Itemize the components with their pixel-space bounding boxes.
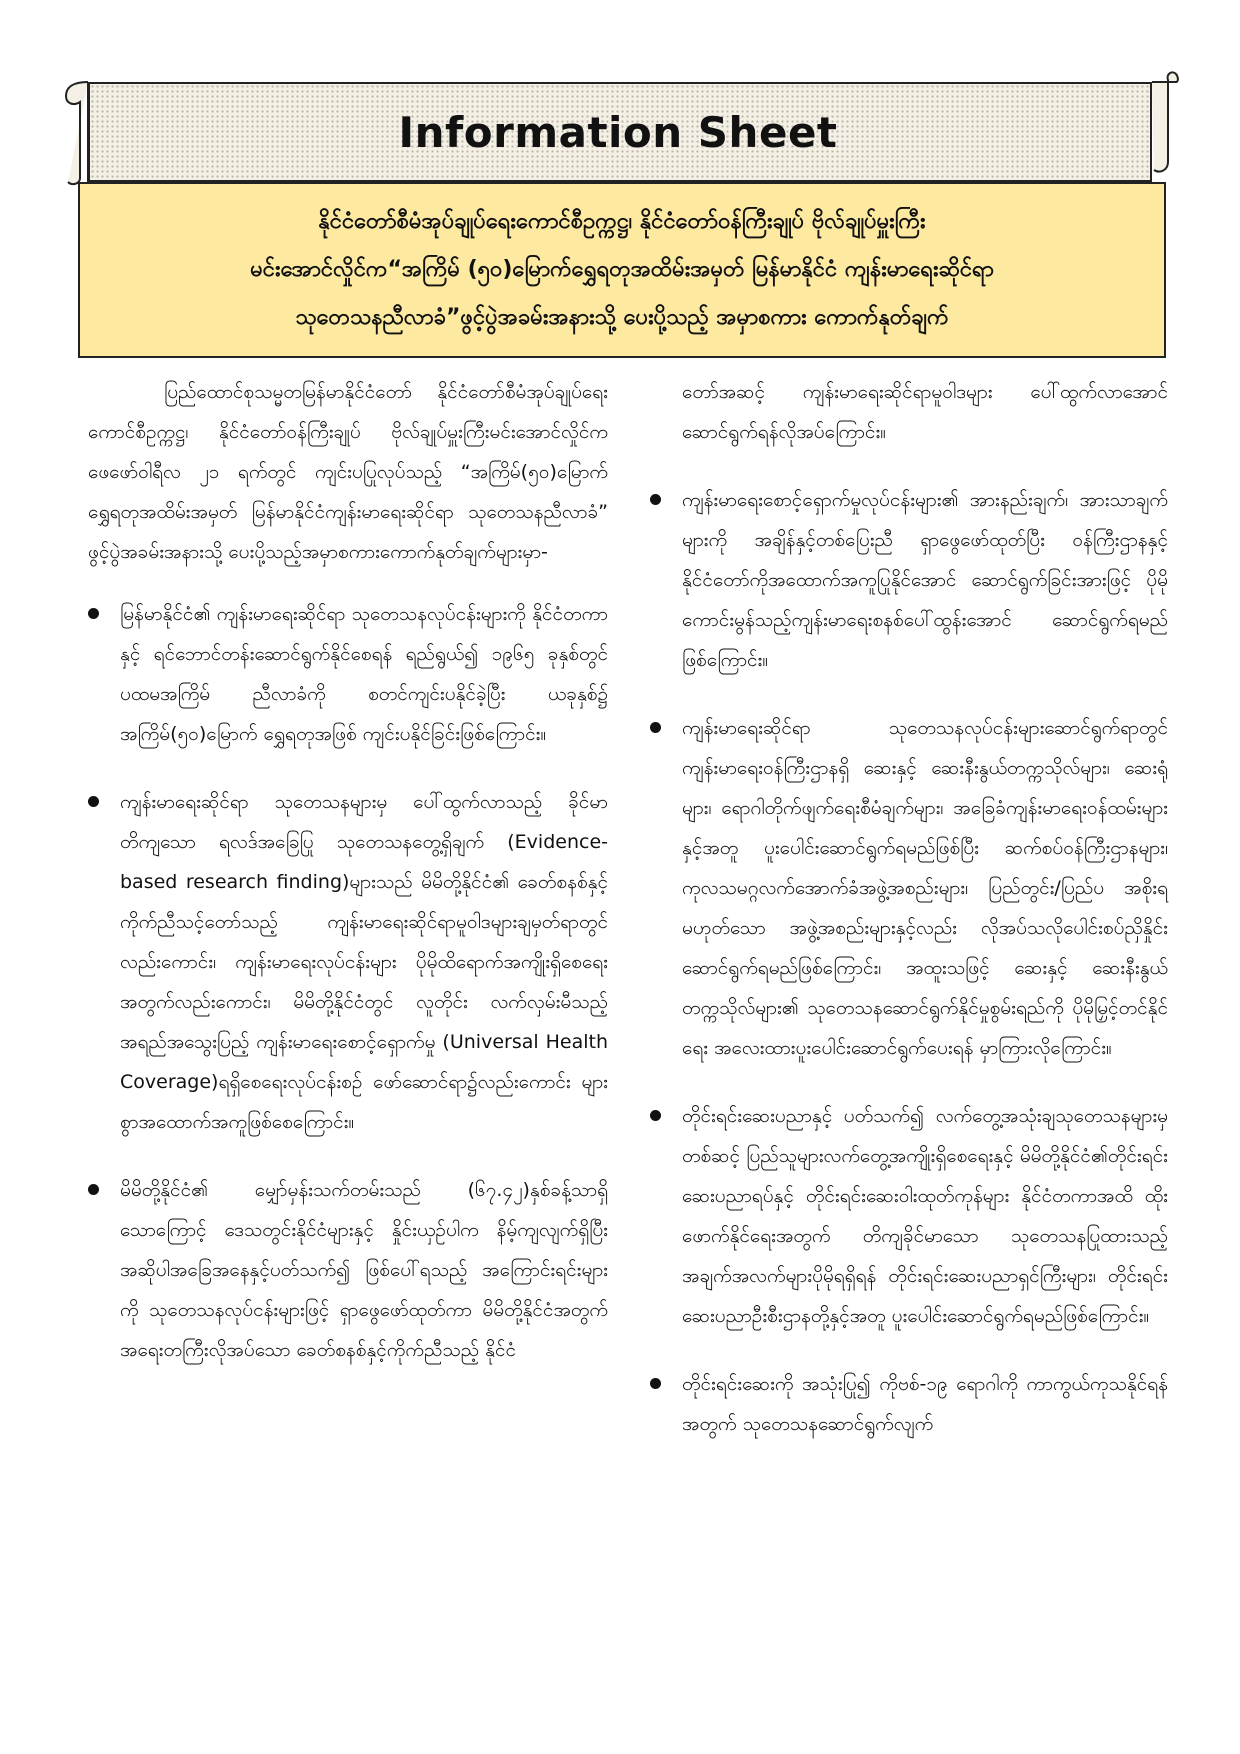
continuation-item — [650, 372, 1168, 452]
list-item — [650, 1364, 1168, 1444]
right-column — [650, 372, 1168, 1472]
list-item — [650, 1096, 1168, 1336]
bullet-text: မိမိတို့နိုင်ငံ၏ မျှော်မှန်းသက်တမ်းသည် (၆၇.၄၂)နှစ်ခန့်သာရှိသောကြောင့် ဒေသတွင်းနိုင်ငံများနှင့် နှိုင်းယှဉ်ပါက နိမ့်ကျလျက်ရှိပြီး အဆိုပါအခြေအနေနှင့်ပတ်သက်၍ ဖြစ်ပေါ်ရသည့် အကြောင်းရင်းများကို သုတေသနလုပ်ငန်းများဖြင့် ရှာဖွေဖော်ထုတ်ကာ မိမိတို့နိုင်ငံအတွက် အရေးတကြီးလိုအပ်သော ခေတ်စနစ်နှင့်ကိုက်ညီသည့် နိုင်ငံ — [120, 1179, 608, 1361]
list-item — [88, 594, 608, 754]
bullet-icon — [650, 1378, 661, 1389]
banner-title: Information Sheet — [398, 108, 838, 157]
list-item — [650, 480, 1168, 680]
bullet-text: မြန်မာနိုင်ငံ၏ ကျန်းမာရေးဆိုင်ရာ သုတေသနလုပ်ငန်းများကို နိုင်ငံတကာနှင့် ရင်ဘောင်တန်းဆောင်ရွက်နိုင်စေရန် ရည်ရွယ်၍ ၁၉၆၅ ခုနှစ်တွင် ပထမအကြိမ် ညီလာခံကို စတင်ကျင်းပနိုင်ခဲ့ပြီး ယခုနှစ်၌ အကြိမ်(၅၀)မြောက် ရွှေရတုအဖြစ် ကျင်းပနိုင်ခြင်းဖြစ်ကြောင်း။ — [120, 603, 608, 745]
continuation-text: တော်အဆင့် ကျန်းမာရေးဆိုင်ရာမူဝါဒများ ပေါ်ထွက်လာအောင် ဆောင်ရွက်ရန်လိုအပ်ကြောင်း။ — [682, 381, 1168, 443]
list-item — [88, 782, 608, 1142]
headline-line-1: နိုင်ငံတော်စီမံအုပ်ချုပ်ရေးကောင်စီဥက္ကဋ္ဌ၊ နိုင်ငံတော်ဝန်ကြီးချုပ် ဗိုလ်ချုပ်မှူးကြီး — [318, 209, 926, 235]
headline-line-3: သုတေသနညီလာခံ”ဖွင့်ပွဲအခမ်းအနားသို့ ပေးပို့သည့် အမှာစကား ကောက်နုတ်ချက် — [295, 305, 949, 331]
headline-line-2: မင်းအောင်လှိုင်က“အကြိမ် (၅၀)မြောက်ရွှေရတုအထိမ်းအမှတ် မြန်မာနိုင်ငံ ကျန်းမာရေးဆိုင်ရာ — [250, 257, 994, 283]
bullet-icon — [88, 1184, 99, 1195]
bullet-text: ကျန်းမာရေးဆိုင်ရာ သုတေသနများမှ ပေါ်ထွက်လာသည့် ခိုင်မာတိကျသော ရလဒ်အခြေပြု သုတေသနတွေ့ရှိချက် (Evidence-based research finding)များသည် မိမိတို့နိုင်ငံ၏ ခေတ်စနစ်နှင့် ကိုက်ညီသင့်တော်သည့် ကျန်းမာရေးဆိုင်ရာမူဝါဒများချမှတ်ရာတွင်လည်းကောင်း၊ ကျန်းမာရေးလုပ်ငန်းများ ပိုမိုထိရောက်အကျိုးရှိစေရေးအတွက်လည်းကောင်း၊ မိမိတို့နိုင်ငံတွင် လူတိုင်း လက်လှမ်းမီသည့် အရည်အသွေးပြည့် ကျန်းမာရေးစောင့်ရှောက်မှု (Universal Health Coverage)ရရှိစေရေးလုပ်ငန်းစဉ် ဖော်ဆောင်ရာ၌လည်းကောင်း များစွာအထောက်အကူဖြစ်စေကြောင်း။ — [120, 791, 608, 1133]
intro-paragraph: ပြည်ထောင်စုသမ္မတမြန်မာနိုင်ငံတော် နိုင်ငံတော်စီမံအုပ်ချုပ်ရေးကောင်စီဥက္ကဋ္ဌ၊ နိုင်ငံတော်ဝန်ကြီးချုပ် ဗိုလ်ချုပ်မှူးကြီးမင်းအောင်လှိုင်က ဖေဖော်ဝါရီလ ၂၁ ရက်တွင် ကျင်းပပြုလုပ်သည့် “အကြိမ်(၅၀)မြောက် ရွှေရတုအထိမ်းအမှတ် မြန်မာနိုင်ငံကျန်းမာရေးဆိုင်ရာ သုတေသနညီလာခံ” ဖွင့်ပွဲအခမ်းအနားသို့ ပေးပို့သည့်အမှာစကားကောက်နုတ်ချက်များမှာ- — [88, 381, 608, 563]
title-banner — [62, 70, 1180, 188]
bullet-icon — [650, 494, 661, 505]
list-item — [88, 1170, 608, 1370]
bullet-icon — [650, 722, 661, 733]
bullet-text: ကျန်းမာရေးဆိုင်ရာ သုတေသနလုပ်ငန်းများဆောင်ရွက်ရာတွင် ကျန်းမာရေးဝန်ကြီးဌာနရှိ ဆေးနှင့် ဆေးနီးနွယ်တက္ကသိုလ်များ၊ ဆေးရုံများ၊ ရောဂါတိုက်ဖျက်ရေးစီမံချက်များ၊ အခြေခံကျန်းမာရေးဝန်ထမ်းများနှင့်အတူ ပူးပေါင်းဆောင်ရွက်ရမည်ဖြစ်ပြီး ဆက်စပ်ဝန်ကြီးဌာနများ၊ ကုလသမဂ္ဂလက်အောက်ခံအဖွဲ့အစည်းများ၊ ပြည်တွင်း/ပြည်ပ အစိုးရမဟုတ်သော အဖွဲ့အစည်းများနှင့်လည်း လိုအပ်သလိုပေါင်းစပ်ညှိနှိုင်းဆောင်ရွက်ရမည်ဖြစ်ကြောင်း၊ အထူးသဖြင့် ဆေးနှင့် ဆေးနီးနွယ်တက္ကသိုလ်များ၏ သုတေသနဆောင်ရွက်နိုင်မှုစွမ်းရည်ကို ပိုမိုမြှင့်တင်နိုင်ရေး အလေးထားပူးပေါင်းဆောင်ရွက်ပေးရန် မှာကြားလိုကြောင်း။ — [682, 717, 1168, 1059]
headline-box — [78, 182, 1166, 358]
left-column — [88, 372, 608, 1398]
bullet-text: တိုင်းရင်းဆေးကို အသုံးပြု၍ ကိုဗစ်-၁၉ ရောဂါကို ကာကွယ်ကုသနိုင်ရန်အတွက် သုတေသနဆောင်ရွက်လျက် — [682, 1373, 1168, 1435]
scroll-curl-right-icon — [1146, 70, 1180, 182]
bullet-text: တိုင်းရင်းဆေးပညာနှင့် ပတ်သက်၍ လက်တွေ့အသုံးချသုတေသနများမှတစ်ဆင့် ပြည်သူများလက်တွေ့အကျိုးရှိစေရေးနှင့် မိမိတို့နိုင်ငံ၏တိုင်းရင်းဆေးပညာရပ်နှင့် တိုင်းရင်းဆေးဝါးထုတ်ကုန်များ နိုင်ငံတကာအထိ ထိုးဖောက်နိုင်ရေးအတွက် တိကျခိုင်မာသော သုတေသနပြုထားသည့် အချက်အလက်များပိုမိုရရှိရန် တိုင်းရင်းဆေးပညာရှင်ကြီးများ၊ တိုင်းရင်းဆေးပညာဦးစီးဌာနတို့နှင့်အတူ ပူးပေါင်းဆောင်ရွက်ရမည်ဖြစ်ကြောင်း။ — [682, 1105, 1168, 1327]
bullet-icon — [88, 796, 99, 807]
bullet-icon — [650, 1110, 661, 1121]
bullet-text: ကျန်းမာရေးစောင့်ရှောက်မှုလုပ်ငန်းများ၏ အားနည်းချက်၊ အားသာချက်များကို အချိန်နှင့်တစ်ပြေးညီ ရှာဖွေဖော်ထုတ်ပြီး ဝန်ကြီးဌာနနှင့် နိုင်ငံတော်ကိုအထောက်အကူပြုနိုင်အောင် ဆောင်ရွက်ခြင်းအားဖြင့် ပိုမိုကောင်းမွန်သည့်ကျန်းမာရေးစနစ်ပေါ်ထွန်းအောင် ဆောင်ရွက်ရမည်ဖြစ်ကြောင်း။ — [682, 489, 1168, 671]
bullet-icon — [88, 608, 99, 619]
list-item — [650, 708, 1168, 1068]
